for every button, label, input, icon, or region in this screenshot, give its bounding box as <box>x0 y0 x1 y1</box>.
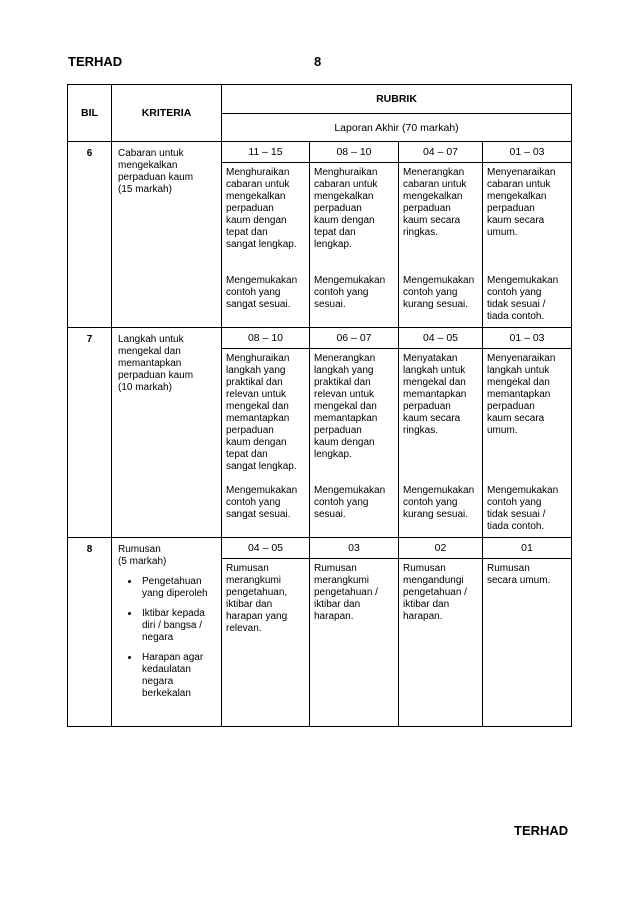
desc-line: sesuai. <box>314 509 346 520</box>
desc-line: relevan untuk <box>314 389 375 400</box>
rubrik-subheader: Laporan Akhir (70 markah) <box>222 114 572 142</box>
point-line: • Iktibar kepada <box>142 608 205 619</box>
desc-line: kaum dengan <box>226 437 287 448</box>
desc-line: langkah yang <box>226 365 286 376</box>
desc-line: sangat sesuai. <box>226 509 291 520</box>
desc-line: perpaduan <box>314 203 362 214</box>
desc-line: Rumusan <box>226 563 269 574</box>
desc-line: Mengemukakan <box>314 485 386 496</box>
desc-line: Rumusan <box>314 563 357 574</box>
desc-line: praktikal dan <box>226 377 283 388</box>
summary-points-list <box>118 576 217 700</box>
desc-line: sesuai. <box>314 299 346 310</box>
descriptor-cell <box>399 349 483 538</box>
desc-line: perpaduan <box>487 401 535 412</box>
list-item <box>140 576 217 600</box>
desc-line: memantapkan <box>403 389 467 400</box>
desc-line: kurang sesuai. <box>403 509 469 520</box>
score-range: 01 – 03 <box>483 328 572 349</box>
desc-line: langkah untuk <box>487 365 550 376</box>
desc-line: relevan untuk <box>226 389 287 400</box>
criteria-line: Langkah untuk <box>118 334 184 345</box>
desc-line: kaum dengan <box>314 215 375 226</box>
desc-line: merangkumi <box>226 575 282 586</box>
desc-line: Mengemukakan <box>487 275 559 286</box>
desc-line: pengetahuan / <box>403 587 467 598</box>
desc-line: langkah yang <box>314 365 374 376</box>
desc-line: memantapkan <box>226 413 290 424</box>
score-range: 08 – 10 <box>310 142 399 163</box>
list-item <box>140 652 217 700</box>
desc-line: harapan. <box>314 611 354 622</box>
desc-line: tepat dan <box>314 227 356 238</box>
row-number: 6 <box>68 142 112 328</box>
desc-line: Mengemukakan <box>487 485 559 496</box>
desc-line: Menyatakan <box>403 353 458 364</box>
desc-line: perpaduan <box>403 401 451 412</box>
desc-line: kaum secara <box>403 215 461 226</box>
point-line: kedaulatan <box>142 664 191 675</box>
descriptor-cell <box>222 163 310 328</box>
desc-line: tepat dan <box>226 227 268 238</box>
desc-line: lengkap. <box>314 239 352 250</box>
criteria-line: perpaduan kaum <box>118 172 194 183</box>
desc-line: tiada contoh. <box>487 311 545 322</box>
desc-line: sangat lengkap. <box>226 239 297 250</box>
desc-line: Menghuraikan <box>314 167 378 178</box>
desc-line: perpaduan <box>314 425 362 436</box>
point-line: • Pengetahuan <box>142 576 202 587</box>
score-range: 04 – 05 <box>399 328 483 349</box>
score-range: 11 – 15 <box>222 142 310 163</box>
criteria-line: mengekalkan <box>118 160 178 171</box>
desc-line: kaum secara <box>487 413 545 424</box>
criteria-cell <box>112 538 222 727</box>
desc-line: Mengemukakan <box>403 275 475 286</box>
desc-line: cabaran untuk <box>226 179 290 190</box>
row-number: 7 <box>68 328 112 538</box>
desc-line: iktibar dan <box>314 599 361 610</box>
point-line: yang diperoleh <box>142 588 208 599</box>
desc-line: langkah untuk <box>403 365 466 376</box>
descriptor-cell <box>310 163 399 328</box>
descriptor-cell <box>222 559 310 727</box>
desc-line: contoh yang <box>403 497 458 508</box>
desc-line: Mengemukakan <box>403 485 475 496</box>
desc-line: ringkas. <box>403 227 439 238</box>
desc-line: Menerangkan <box>403 167 465 178</box>
desc-line: Rumusan <box>487 563 530 574</box>
page-number: 8 <box>314 54 322 69</box>
row-number: 8 <box>68 538 112 727</box>
point-line: • Harapan agar <box>142 652 204 663</box>
point-line: berkekalan <box>142 688 191 699</box>
desc-line: contoh yang <box>487 497 542 508</box>
desc-line: umum. <box>487 227 518 238</box>
descriptor-cell <box>483 349 572 538</box>
desc-line: contoh yang <box>226 497 281 508</box>
desc-line: Mengemukakan <box>226 485 298 496</box>
desc-line: cabaran untuk <box>403 179 467 190</box>
desc-line: Menyenaraikan <box>487 353 556 364</box>
desc-line: Menghuraikan <box>226 167 290 178</box>
desc-line: mengekal dan <box>487 377 550 388</box>
score-range: 04 – 07 <box>399 142 483 163</box>
score-range: 02 <box>399 538 483 559</box>
score-range: 06 – 07 <box>310 328 399 349</box>
desc-line: ringkas. <box>403 425 439 436</box>
desc-line: relevan. <box>226 623 262 634</box>
desc-line: contoh yang <box>226 287 281 298</box>
desc-line: contoh yang <box>487 287 542 298</box>
score-range: 01 <box>483 538 572 559</box>
desc-line: Menghuraikan <box>226 353 290 364</box>
desc-line: harapan. <box>403 611 443 622</box>
desc-line: tepat dan <box>226 449 268 460</box>
score-range: 04 – 05 <box>222 538 310 559</box>
desc-line: kurang sesuai. <box>403 299 469 310</box>
desc-line: mengandungi <box>403 575 464 586</box>
desc-line: Mengemukakan <box>226 275 298 286</box>
desc-line: cabaran untuk <box>487 179 551 190</box>
criteria-line: Cabaran untuk <box>118 148 184 159</box>
desc-line: mengekal dan <box>403 377 466 388</box>
desc-line: mengekalkan <box>487 191 547 202</box>
desc-line: pengetahuan / <box>314 587 378 598</box>
desc-line: secara umum. <box>487 575 551 586</box>
desc-line: mengekalkan <box>314 191 374 202</box>
desc-line: praktikal dan <box>314 377 371 388</box>
criteria-cell <box>112 328 222 538</box>
desc-line: merangkumi <box>314 575 370 586</box>
point-line: negara <box>142 676 174 687</box>
list-item <box>140 608 217 644</box>
descriptor-cell <box>310 559 399 727</box>
desc-line: iktibar dan <box>226 599 273 610</box>
criteria-line: perpaduan kaum <box>118 370 194 381</box>
desc-line: Mengemukakan <box>314 275 386 286</box>
criteria-line: memantapkan <box>118 358 182 369</box>
desc-line: iktibar dan <box>403 599 450 610</box>
desc-line: contoh yang <box>314 497 369 508</box>
desc-line: perpaduan <box>226 203 274 214</box>
desc-line: harapan yang <box>226 611 288 622</box>
descriptor-cell <box>399 559 483 727</box>
desc-line: tidak sesuai / <box>487 509 546 520</box>
desc-line: contoh yang <box>403 287 458 298</box>
desc-line: sangat lengkap. <box>226 461 297 472</box>
desc-line: memantapkan <box>314 413 378 424</box>
desc-line: mengekal dan <box>226 401 289 412</box>
score-range: 08 – 10 <box>222 328 310 349</box>
criteria-line: (15 markah) <box>118 184 172 195</box>
rubric-table <box>67 84 572 727</box>
descriptor-cell <box>399 163 483 328</box>
header-restricted-label: TERHAD <box>68 54 123 69</box>
header-kriteria: KRITERIA <box>112 85 222 142</box>
header-rubrik: RUBRIK <box>222 85 572 114</box>
desc-line: cabaran untuk <box>314 179 378 190</box>
footer-restricted-label: TERHAD <box>514 823 569 838</box>
criteria-cell <box>112 142 222 328</box>
desc-line: perpaduan <box>226 425 274 436</box>
score-range: 03 <box>310 538 399 559</box>
desc-line: sangat sesuai. <box>226 299 291 310</box>
desc-line: kaum dengan <box>314 437 375 448</box>
desc-line: kaum secara <box>403 413 461 424</box>
desc-line: contoh yang <box>314 287 369 298</box>
point-line: negara <box>142 632 174 643</box>
desc-line: kaum secara <box>487 215 545 226</box>
descriptor-cell <box>483 559 572 727</box>
desc-line: memantapkan <box>487 389 551 400</box>
point-line: diri / bangsa / <box>142 620 203 631</box>
desc-line: Menyenaraikan <box>487 167 556 178</box>
desc-line: pengetahuan, <box>226 587 288 598</box>
score-range: 01 – 03 <box>483 142 572 163</box>
desc-line: perpaduan <box>403 203 451 214</box>
descriptor-cell <box>222 349 310 538</box>
desc-line: tidak sesuai / <box>487 299 546 310</box>
criteria-line: Rumusan <box>118 544 161 555</box>
desc-line: Menerangkan <box>314 353 376 364</box>
criteria-line: mengekal dan <box>118 346 181 357</box>
desc-line: mengekalkan <box>403 191 463 202</box>
desc-line: tiada contoh. <box>487 521 545 532</box>
desc-line: Rumusan <box>403 563 446 574</box>
criteria-line: (10 markah) <box>118 382 172 393</box>
criteria-line: (5 markah) <box>118 556 167 567</box>
header-bil: BIL <box>68 85 112 142</box>
descriptor-cell <box>483 163 572 328</box>
desc-line: umum. <box>487 425 518 436</box>
desc-line: mengekalkan <box>226 191 286 202</box>
descriptor-cell <box>310 349 399 538</box>
desc-line: lengkap. <box>314 449 352 460</box>
desc-line: mengekal dan <box>314 401 377 412</box>
desc-line: perpaduan <box>487 203 535 214</box>
desc-line: kaum dengan <box>226 215 287 226</box>
